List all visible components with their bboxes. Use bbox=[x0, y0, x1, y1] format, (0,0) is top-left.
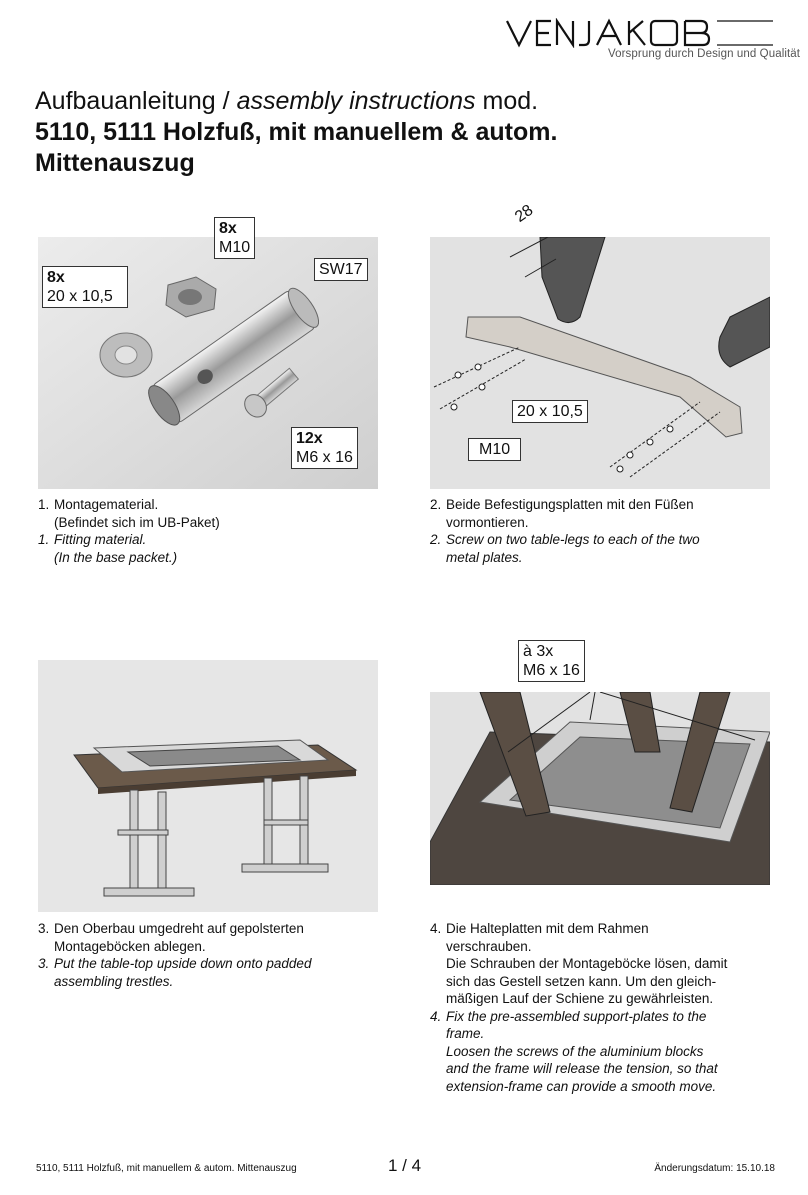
step-4-caption: 4. Die Halteplatten mit dem Rahmen verschrauben. Die Schrauben der Montageböcke lösen, damit sich das Gestell setzen kann. Um den gleich- mäßigen Lauf der Schiene zu gewährleisten. 4. Fix the pre-assembled support-plates to the frame. Loosen the screws of the aluminium blocks and the frame will release the tension, so that extension-frame can provide a smooth move. bbox=[430, 921, 728, 1094]
callout-washer-2: 20 x 10,5 bbox=[512, 400, 588, 423]
tagline: Vorsprung durch Design und Qualität bbox=[608, 48, 801, 60]
footer-document-name: 5110, 5111 Holzfuß, mit manuellem & autom. Mittenauszug bbox=[36, 1163, 297, 1174]
venjakob-logo bbox=[505, 18, 777, 48]
support-plates-drawing bbox=[430, 692, 770, 885]
callout-nut: 8x M10 bbox=[214, 217, 255, 259]
page-number: 1 / 4 bbox=[388, 1156, 422, 1175]
callout-screws-3x: à 3x M6 x 16 bbox=[518, 640, 585, 682]
dimension-28: 28 bbox=[512, 201, 537, 226]
callout-bolt: 12x M6 x 16 bbox=[291, 427, 358, 469]
step-1-caption: 1. Montagematerial. (Befindet sich im UB-Paket) 1. Fitting material. (In the base packet.) bbox=[38, 497, 220, 565]
tabletop-on-trestles-drawing bbox=[38, 660, 378, 912]
callout-m10: M10 bbox=[468, 438, 521, 461]
callout-washer: 8x 20 x 10,5 bbox=[42, 266, 128, 308]
callout-wrench: SW17 bbox=[314, 258, 368, 281]
step-3-caption: 3. Den Oberbau umgedreht auf gepolsterten Montageböcken ablegen. 3. Put the table-top upside down onto padded assembling trestles. bbox=[38, 921, 312, 989]
page-title: Aufbauanleitung / assembly instructions mod. 5110, 5111 Holzfuß, mit manuellem & autom. Mittenauszug bbox=[35, 87, 558, 177]
step-2-caption: 2. Beide Befestigungsplatten mit den Füßen vormontieren. 2. Screw on two table-legs to each of the two metal plates. bbox=[430, 497, 700, 565]
revision-date: Änderungsdatum: 15.10.18 bbox=[654, 1163, 775, 1174]
